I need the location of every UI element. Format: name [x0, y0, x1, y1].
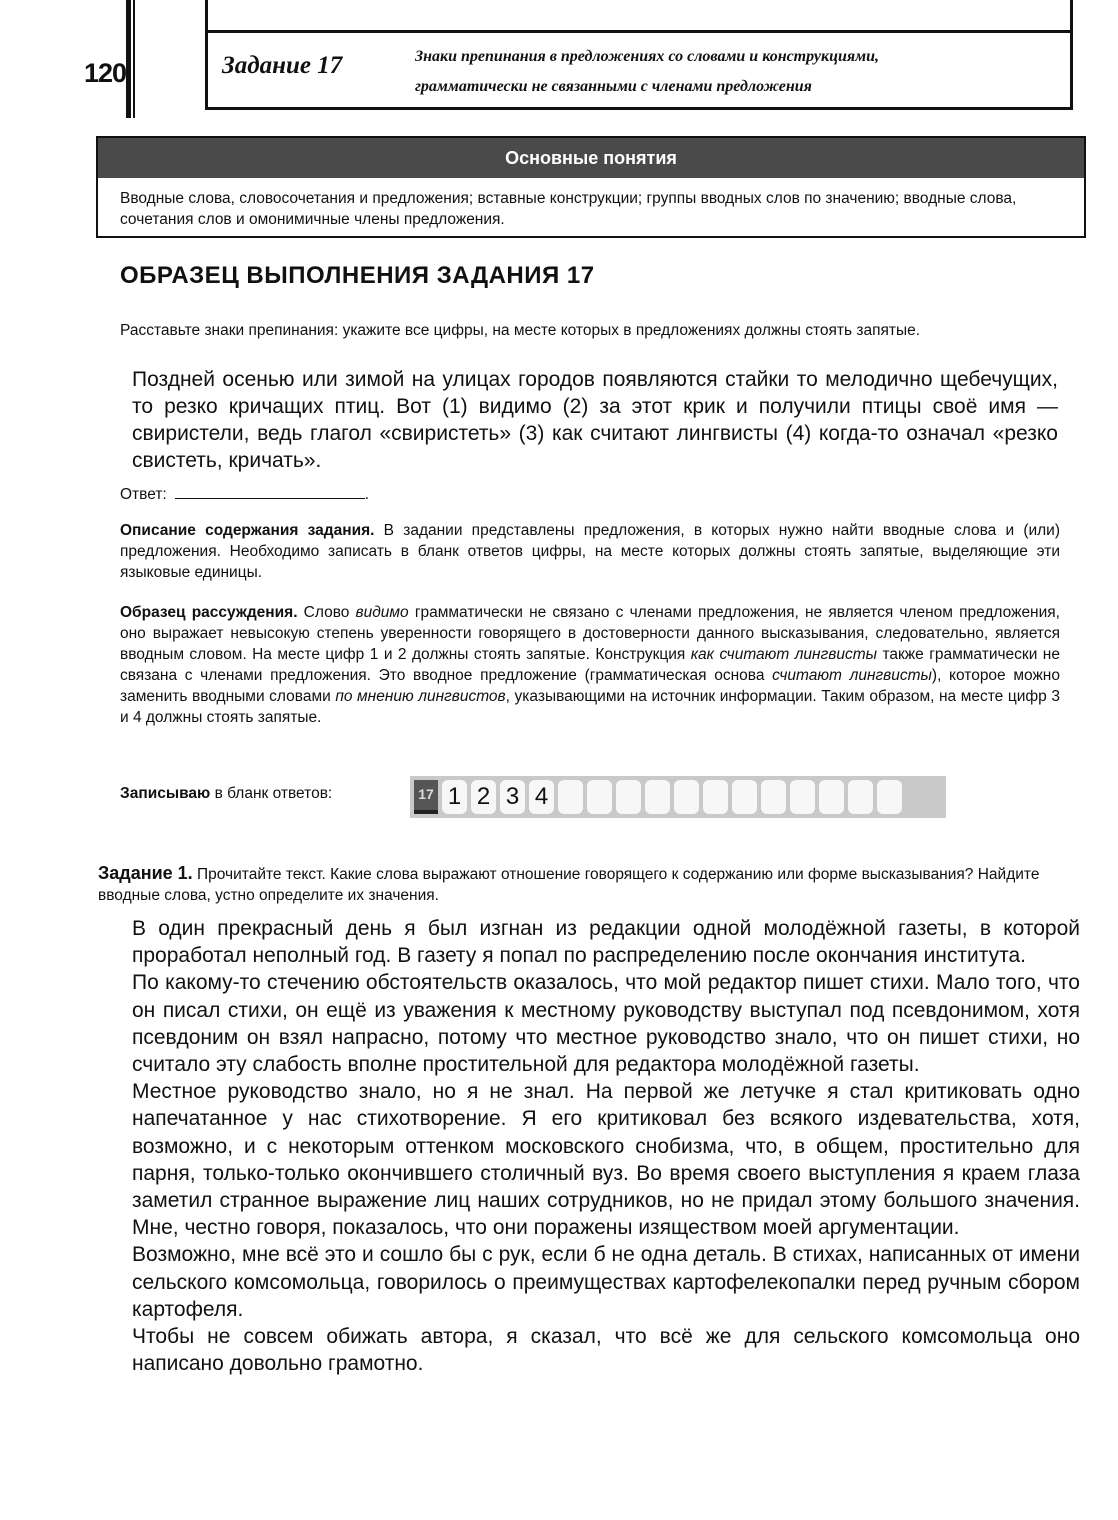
margin-rule-thin	[133, 0, 135, 118]
answer-cell[interactable]	[732, 780, 757, 814]
header-frame-left	[205, 0, 208, 32]
task-topic-line1: Знаки препинания в предложениях со словами и конструкциями,	[415, 48, 880, 65]
answer-cell[interactable]	[877, 780, 902, 814]
description-text: В задании представлены предложения, в которых нужно найти вводные слова и (или) предложения. Необходимо записать в бланк ответов цифры, на месте которых должны стоять запятые, выделяющие эти языковые единицы.	[120, 522, 1060, 581]
answer-cell[interactable]: 1	[442, 780, 467, 814]
page-number: 120	[84, 58, 127, 88]
sample-instruction: Расставьте знаки препинания: укажите все цифры, на месте которых в предложениях должны стоять запятые.	[120, 322, 921, 339]
answer-form-number: 17	[414, 780, 438, 814]
answer-blank[interactable]	[175, 484, 365, 499]
answer-cell[interactable]	[587, 780, 612, 814]
reasoning-italic: считают лингвисты	[772, 667, 932, 684]
reasoning-text: , указывающими на источник информации. Таким образом, на месте цифр 3 и 4 должны стоять запятые.	[120, 688, 1060, 726]
record-lead: Записываю	[120, 785, 211, 802]
record-text: в бланк ответов:	[210, 785, 333, 802]
exercise1-paragraph: Чтобы не совсем обижать автора, я сказал, что всё же для сельского комсомольца оно написано довольно грамотно.	[132, 1325, 1080, 1376]
concepts-text: Вводные слова, словосочетания и предложения; вставные конструкции; группы вводных слов по значению; вводные слова, сочетания слов и омонимичные члены предложения.	[120, 190, 1017, 228]
exercise1-instruction-text: Прочитайте текст. Какие слова выражают отношение говорящего к содержанию или форме высказывания? Найдите вводные слова, устно определите их значения.	[98, 866, 1040, 904]
answer-cell[interactable]: 2	[471, 780, 496, 814]
header-frame-right	[1070, 0, 1073, 32]
task-label: Задание 17	[222, 52, 343, 79]
reasoning-italic: как считают лингвисты	[690, 646, 878, 663]
answer-cell[interactable]	[848, 780, 873, 814]
record-label	[120, 785, 332, 803]
reasoning-text: также грамматически не связана с членами предложения. Это вводное предложение (грамматическая основа	[120, 646, 1060, 684]
example-text: Поздней осенью или зимой на улицах городов появляются стайки то мелодично щебечущих, то резко кричащих птиц. Вот (1) видимо (2) за этот крик и получили птицы своё имя — свиристели, ведь глагол «свиристеть» (3) как считают лингвисты (4) когда-то означал «резко свистеть, кричать».	[132, 368, 1058, 472]
answer-form	[410, 776, 946, 818]
answer-cell[interactable]	[761, 780, 786, 814]
sample-title: ОБРАЗЕЦ ВЫПОЛНЕНИЯ ЗАДАНИЯ 17	[120, 262, 595, 289]
exercise1-instruction	[98, 863, 1080, 906]
exercise1-paragraph: По какому-то стечению обстоятельств оказалось, что мой редактор пишет стихи. Мало того, что он писал стихи, он ещё из уважения к местному руководству выступал под псевдонимом, хотя псевдоним он взял напрасно, потому что местное руководство знало, что он пишет стихи, но считало эту слабость вполне простительной для редактора молодёжной газеты.	[132, 971, 1080, 1077]
sample-reasoning	[120, 602, 1060, 728]
answer-cell[interactable]	[674, 780, 699, 814]
answer-cell[interactable]: 3	[500, 780, 525, 814]
answer-cell[interactable]	[790, 780, 815, 814]
answer-cell[interactable]	[558, 780, 583, 814]
task-description	[120, 520, 1060, 583]
reasoning-text: грамматически не связано с членами предложения, не является членом предложения, оно выражает невысокую степень уверенности говорящего в достоверности данного высказывания, следовательно, является вводным словом. На месте цифр 1 и 2 должны стоять запятые. Конструкция	[120, 604, 1060, 663]
answer-cell[interactable]	[703, 780, 728, 814]
reasoning-lead: Образец рассуждения.	[120, 604, 298, 621]
answer-cell[interactable]	[645, 780, 670, 814]
concepts-title: Основные понятия	[98, 138, 1084, 178]
answer-label: Ответ:	[120, 486, 167, 503]
answer-end: .	[364, 486, 370, 503]
reasoning-italic: по мнению лингвистов	[335, 688, 506, 705]
exercise1-paragraph: Местное руководство знало, но я не знал. На первой же летучке я стал критиковать одно напечатанное у нас стихотворение. Я его критиковал без всякого издевательства, хотя, возможно, и с некоторым оттенком московского снобизма, что, в общем, простительно для парня, только-только окончившего столичный вуз. Во время своего выступления я краем глаза заметил странное выражение лиц наших сотрудников, но не придал этому большого значения. Мне, честно говоря, показалось, что они поражены изяществом моей аргументации.	[132, 1080, 1080, 1240]
reasoning-text: Слово	[297, 604, 356, 621]
exercise1-paragraph: Возможно, мне всё это и сошло бы с рук, если б не одна деталь. В стихах, написанных от имени сельского комсомольца, говорилось о преимуществах картофелекопалки перед ручным сбором картофеля.	[132, 1243, 1080, 1321]
task-topic	[415, 42, 1065, 102]
task-topic-line2: грамматически не связанными с членами предложения	[415, 78, 812, 95]
reasoning-text: ), которое можно заменить вводными словами	[120, 667, 1060, 705]
answer-cell[interactable]	[819, 780, 844, 814]
description-lead: Описание содержания задания.	[120, 522, 375, 539]
answer-line	[120, 484, 369, 504]
reasoning-italic: видимо	[355, 604, 409, 621]
answer-cell[interactable]: 4	[529, 780, 554, 814]
exercise1-paragraph: В один прекрасный день я был изгнан из редакции одной молодёжной газеты, в которой проработал неполный год. В газету я попал по распределению после окончания института.	[132, 917, 1080, 968]
exercise1-text	[132, 915, 1080, 1377]
answer-cell[interactable]	[616, 780, 641, 814]
margin-rule	[126, 0, 131, 118]
exercise1-label: Задание 1.	[98, 863, 193, 883]
